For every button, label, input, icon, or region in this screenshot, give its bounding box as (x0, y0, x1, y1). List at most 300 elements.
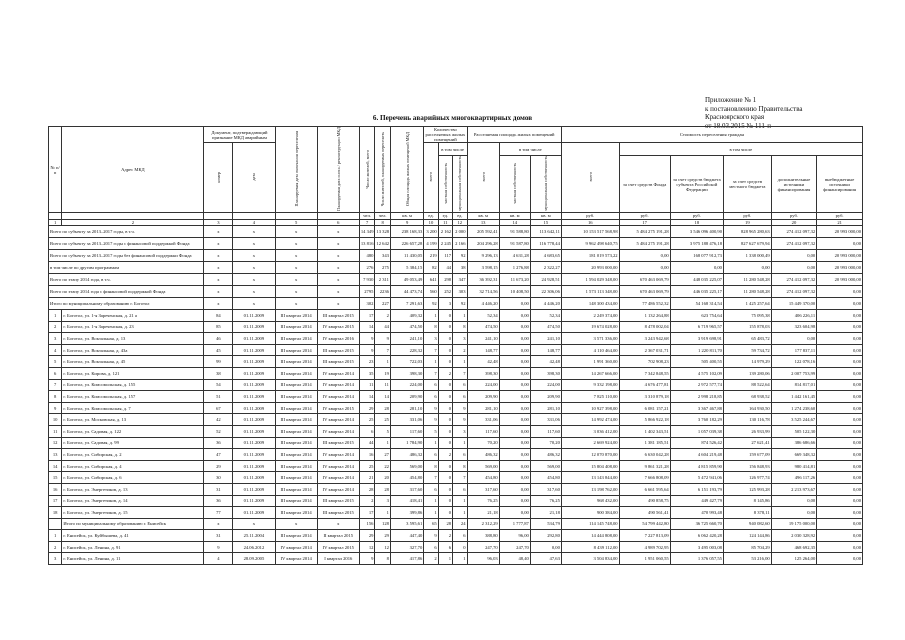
table-cell: 1 777,87 (499, 518, 530, 530)
column-number: 14 (499, 219, 530, 226)
col-rooms-private-header: частная собственность (442, 163, 448, 204)
table-cell: III квартал 2014 (275, 402, 317, 414)
table-cell: 4 575 102,09 (670, 367, 723, 379)
col-area-resettle-header: Расселяемая площадь жилых помещений (467, 127, 561, 143)
table-cell: 252 (438, 286, 452, 298)
table-cell: 13 328 (375, 226, 391, 238)
table-cell: 54 168 314,54 (670, 298, 723, 310)
unit-cell: руб. (817, 213, 863, 220)
table-cell: 0,00 (499, 472, 530, 484)
table-cell: 480 (359, 250, 375, 262)
table-cell: 96,00 (499, 530, 530, 542)
table-cell: 2 322,27 (530, 262, 561, 274)
table-cell: 44 473,74 (390, 286, 423, 298)
table-cell: 15 804 408,00 (561, 460, 619, 472)
row-address: г. Боготол, ул. Московская, д. 13 (62, 414, 204, 426)
table-cell: 01.11.2009 (233, 425, 275, 437)
column-number: 8 (375, 219, 391, 226)
table-cell: x (317, 286, 359, 298)
table-cell: 21,18 (530, 507, 561, 519)
row-address: г. Боготол, ул. Сибирская, д. 2 (62, 449, 204, 461)
table-cell: 9 962 498 640,75 (561, 238, 619, 250)
table-cell: 25 (359, 460, 375, 472)
row-number: 3 (49, 333, 62, 345)
table-cell: 0,00 (817, 449, 863, 461)
table-row (49, 472, 863, 484)
table-cell: 32 714,56 (467, 286, 499, 298)
table-cell: III квартал 2014 (275, 367, 317, 379)
table-cell: 9 (453, 414, 467, 426)
table-cell: 36 (204, 495, 233, 507)
table-cell: 0,00 (817, 518, 863, 530)
table-cell: 76,25 (467, 495, 499, 507)
table-cell: 31 (204, 530, 233, 542)
table-cell: 1 (453, 507, 467, 519)
column-number: 17 (619, 219, 670, 226)
table-cell: 3 595,61 (390, 518, 423, 530)
col-cost-header: Стоимость переселения граждан (561, 127, 862, 143)
table-cell: 47,63 (530, 553, 561, 565)
table-cell: 01.11.2009 (233, 449, 275, 461)
table-cell: 21,18 (467, 507, 499, 519)
column-number: 12 (453, 219, 467, 226)
table-cell: 702 908,23 (619, 356, 670, 368)
table-cell: 490 858,75 (619, 495, 670, 507)
table-cell: 12 642 (375, 238, 391, 250)
table-cell: 125 264,00 (771, 553, 817, 565)
table-row (49, 414, 863, 426)
table-cell: 4 604 219,48 (670, 449, 723, 461)
column-number: 10 (424, 219, 438, 226)
table-cell: 2 (438, 367, 452, 379)
table-cell: 42 (204, 414, 233, 426)
table-row (49, 356, 863, 368)
table-cell: 9 (453, 402, 467, 414)
table-cell: IV квартал 2014 (275, 541, 317, 553)
table-cell: 940 082,60 (723, 518, 771, 530)
table-cell: 0,00 (771, 262, 817, 274)
table-cell: 0,00 (499, 321, 530, 333)
table-cell: 53 216,00 (723, 553, 771, 565)
table-cell: 1 (453, 495, 467, 507)
table-cell: 228,32 (390, 344, 423, 356)
table-cell: 01.11.2009 (233, 333, 275, 345)
table-cell: 534,79 (530, 518, 561, 530)
table-cell: x (233, 286, 275, 298)
table-cell: 0 (438, 333, 452, 345)
table-cell: 91 588,80 (499, 226, 530, 238)
table-cell: IV квартал 2014 (317, 449, 359, 461)
table-cell: 128 (375, 518, 391, 530)
table-cell: 0 (438, 483, 452, 495)
summary-row (49, 250, 863, 262)
table-cell: x (275, 286, 317, 298)
table-cell: 7 (453, 367, 467, 379)
row-number: 17 (49, 495, 62, 507)
table-cell: 224,00 (530, 379, 561, 391)
table-cell: 7 (453, 472, 467, 484)
table-cell: 0 (438, 460, 452, 472)
row-address: г. Боготол, ул. Вокзальная, д. 13 (62, 333, 204, 345)
table-cell: 3 036 412,00 (561, 425, 619, 437)
table-cell: IV квартал 2014 (317, 391, 359, 403)
col-area-total2-header: всего (480, 172, 486, 182)
table-cell: 409,32 (390, 310, 423, 322)
row-number: 14 (49, 460, 62, 472)
table-cell: 148,77 (467, 344, 499, 356)
table-cell: 1 442 161,45 (771, 391, 817, 403)
table-cell: 406 226,11 (771, 310, 817, 322)
table-cell: 46 (204, 333, 233, 345)
table-cell: 2 367 031,71 (619, 344, 670, 356)
table-cell: 14 992 474,00 (561, 414, 619, 426)
table-cell: 92 (424, 298, 438, 310)
unit-cell: ед. (453, 213, 467, 220)
table-cell: 11 (359, 379, 375, 391)
row-number: 9 (49, 402, 62, 414)
table-cell: 2 (359, 495, 375, 507)
table-cell: 0,00 (817, 425, 863, 437)
table-cell: 219 (424, 250, 438, 262)
table-cell: 276 (359, 262, 375, 274)
table-cell: 11 430,05 (390, 250, 423, 262)
table-cell: 8 (375, 553, 391, 565)
table-cell: 486,32 (390, 449, 423, 461)
table-cell: 209,90 (467, 391, 499, 403)
table-cell: 9 332 198,00 (561, 379, 619, 391)
row-address: г. Енисейск, ул. Ленина, д. 91 (62, 541, 204, 553)
summary-label: Всего по этапу 2014 года, в т.ч. (49, 274, 204, 286)
table-cell: 6 (424, 379, 438, 391)
table-cell: 1 (453, 553, 467, 565)
table-row (49, 367, 863, 379)
table-cell: 17 (359, 310, 375, 322)
table-cell: 6 (424, 541, 438, 553)
table-cell: IV квартал 2015 (317, 321, 359, 333)
table-cell: IV квартал 2014 (275, 553, 317, 565)
table-cell: 0,00 (817, 344, 863, 356)
table-cell: 0 (438, 310, 452, 322)
table-cell: 77 (204, 507, 233, 519)
table-cell: 0 (438, 507, 452, 519)
table-cell: 968 432,00 (561, 495, 619, 507)
table-cell: 454,80 (530, 472, 561, 484)
row-number: 2 (49, 541, 62, 553)
table-cell: 116 778,44 (530, 238, 561, 250)
table-cell: 1 784,90 (390, 437, 423, 449)
table-cell: III квартал 2014 (275, 483, 317, 495)
table-cell: III квартал 2015 (317, 344, 359, 356)
table-cell: 560 (424, 286, 438, 298)
table-cell: 117,60 (467, 425, 499, 437)
table-cell: 317,60 (467, 483, 499, 495)
table-cell: 0,00 (499, 507, 530, 519)
table-cell: 418,41 (390, 495, 423, 507)
col-address-header: Адрес МКД (62, 127, 204, 213)
table-row (49, 425, 863, 437)
table-cell: 241,10 (467, 333, 499, 345)
col-cost-overrun-header: внебюджетные источники финансирования (817, 156, 863, 213)
table-cell: 1 (438, 553, 452, 565)
table-cell: 0 (453, 541, 467, 553)
table-cell: 0,00 (499, 414, 530, 426)
table-cell: 0,00 (817, 437, 863, 449)
table-cell: 331,06 (390, 414, 423, 426)
column-number: 1 (49, 219, 62, 226)
col-doc-header: Документ, подтверждающий признание МКД аварийным (204, 127, 275, 143)
table-cell: 281,10 (530, 402, 561, 414)
unit-cell: ед. (424, 213, 438, 220)
col-plan-demol-header: Планируемая дата сноса / реконструкции МКД (335, 127, 341, 211)
table-cell: 2 (453, 344, 467, 356)
table-cell: 449 427,79 (670, 495, 723, 507)
table-cell: 0,00 (499, 460, 530, 472)
table-cell: 24.06.2012 (233, 541, 275, 553)
table-cell: 204 296,28 (467, 238, 499, 250)
table-cell: 38 (453, 262, 467, 274)
table-cell: 6 (424, 391, 438, 403)
table-cell: 347 (453, 274, 467, 286)
row-number: 8 (49, 391, 62, 403)
table-cell: 0,00 (499, 449, 530, 461)
table-cell: x (204, 238, 233, 250)
row-number: 2 (49, 321, 62, 333)
table-cell: III квартал 2014 (275, 460, 317, 472)
table-cell: x (233, 226, 275, 238)
row-address: г. Енисейск, ул. Куйбышева, д. 41 (62, 530, 204, 542)
table-row (49, 321, 863, 333)
table-cell: x (204, 298, 233, 310)
table-cell: 1 951 060,55 (619, 553, 670, 565)
table-cell: 0,00 (817, 530, 863, 542)
table-cell: IV квартал 2016 (317, 333, 359, 345)
table-cell: 0,00 (817, 310, 863, 322)
table-cell: 1 (375, 437, 391, 449)
table-cell: III квартал 2014 (275, 507, 317, 519)
row-number: 6 (49, 367, 62, 379)
table-cell: 323 604,98 (771, 321, 817, 333)
table-row (49, 495, 863, 507)
table-cell: 3 919 698,91 (670, 333, 723, 345)
table-cell: 1 057 039,38 (670, 425, 723, 437)
table-cell: 139 280,06 (723, 367, 771, 379)
row-address: г. Боготол, ул. Кирова, д. 121 (62, 367, 204, 379)
table-cell: 70,20 (530, 437, 561, 449)
table-cell: III квартал 2014 (275, 333, 317, 345)
table-cell: 247,70 (467, 541, 499, 553)
table-cell: 4 (204, 553, 233, 565)
table-cell: 388,80 (467, 530, 499, 542)
table-cell: 01.11.2009 (233, 379, 275, 391)
table-cell: 28 (375, 483, 391, 495)
table-cell: 8 (453, 460, 467, 472)
table-cell: IV квартал 2014 (317, 367, 359, 379)
table-cell: 274 412 097,32 (771, 226, 817, 238)
col-num-header: № п/п (49, 127, 62, 213)
table-cell: 156 (359, 518, 375, 530)
col-rooms-municipal-header: муниципальная собственность (457, 156, 463, 211)
table-cell: 0 (438, 495, 452, 507)
table-cell: 490 561,41 (619, 507, 670, 519)
table-cell: 6 (424, 449, 438, 461)
column-number: 9 (390, 219, 423, 226)
table-row (49, 333, 863, 345)
table-cell: x (317, 274, 359, 286)
table-cell: 2 162 (438, 226, 452, 238)
table-cell: 155 878,03 (723, 321, 771, 333)
table-cell: III квартал 2014 (275, 310, 317, 322)
table-row (49, 483, 863, 495)
summary-row (49, 518, 863, 530)
table-cell: 874 526,42 (670, 437, 723, 449)
table-cell: 1 (424, 437, 438, 449)
table-cell: III квартал 2014 (275, 472, 317, 484)
table-cell: 5 (375, 425, 391, 437)
table-cell: 2 249 374,00 (561, 310, 619, 322)
table-cell: 01.11.2009 (233, 437, 275, 449)
table-cell: 14 349 (359, 226, 375, 238)
row-address: г. Боготол, ул. 1-я Зареченская, д. 23 (62, 321, 204, 333)
table-cell: 900 384,00 (561, 507, 619, 519)
table-cell: IV квартал 2014 (317, 472, 359, 484)
column-number: 3 (204, 219, 233, 226)
table-cell: 209,90 (530, 391, 561, 403)
table-cell: 5 866 922,18 (619, 414, 670, 426)
table-cell: 3 975 188 476,18 (670, 238, 723, 250)
table-cell: 130 116,78 (723, 414, 771, 426)
col-area-incl-header: в том числе (499, 143, 561, 156)
table-cell: 1 (424, 507, 438, 519)
table-cell: 486,32 (467, 449, 499, 461)
table-cell: 2 (438, 530, 452, 542)
table-cell: 0,00 (499, 298, 530, 310)
col-area-municipal-header: муниципальная собственность (543, 156, 549, 211)
table-cell: 0,00 (817, 286, 863, 298)
table-cell: 6 081 157,21 (619, 402, 670, 414)
table-cell: 11 280 548,28 (723, 274, 771, 286)
table-cell: 0,00 (771, 495, 817, 507)
col-plan-date-header: Планируемая дата окончания переселения (293, 131, 299, 207)
row-address: г. Боготол, ул. Вокзальная, д. 43а (62, 344, 204, 356)
table-cell: 11 (375, 379, 391, 391)
table-cell: 12 (359, 541, 375, 553)
table-cell: 70,20 (467, 437, 499, 449)
table-cell: 01.11.2009 (233, 367, 275, 379)
table-cell: x (317, 250, 359, 262)
table-cell: 0 (438, 402, 452, 414)
table-cell: 75 095,38 (723, 310, 771, 322)
table-cell: 2 245 (438, 238, 452, 250)
table-row (49, 553, 863, 565)
table-cell: 27 621,41 (723, 437, 771, 449)
table-cell: 1 (424, 310, 438, 322)
table-cell: 181 019 573,22 (561, 250, 619, 262)
table-cell: 9 (424, 414, 438, 426)
table-cell: 0 (438, 437, 452, 449)
column-number: 18 (670, 219, 723, 226)
table-cell: 29 (359, 530, 375, 542)
table-cell: 19 175 000,00 (771, 518, 817, 530)
table-cell: 454,80 (390, 472, 423, 484)
table-cell: 2 030 328,92 (771, 530, 817, 542)
table-cell: 29 (375, 530, 391, 542)
table-cell: 4 683,65 (530, 250, 561, 262)
table-cell: 0,00 (817, 402, 863, 414)
row-address: г. Боготол, ул. Энергетиков, д. 13 (62, 483, 204, 495)
table-cell: 84 (204, 310, 233, 322)
table-cell: 398,30 (467, 367, 499, 379)
table-cell: 2 166 (453, 238, 467, 250)
table-cell: x (233, 298, 275, 310)
table-row (49, 541, 863, 553)
table-cell: 3 200 (424, 226, 438, 238)
table-cell: 226 657,28 (390, 238, 423, 250)
table-cell: IV квартал 2014 (317, 425, 359, 437)
table-cell: 2 (438, 449, 452, 461)
row-number: 15 (49, 472, 62, 484)
table-cell: 7 291,63 (390, 298, 423, 310)
row-address: г. Боготол, ул. Сибирская, д. 4 (62, 460, 204, 472)
table-cell: 65 (424, 518, 438, 530)
table-cell: x (317, 238, 359, 250)
table-cell: 31 (204, 483, 233, 495)
table-cell: 36 (204, 437, 233, 449)
table-cell: 14 979,29 (723, 356, 771, 368)
summary-label: Всего по этапу 2014 года с финансовой поддержкой Фонда (49, 286, 204, 298)
table-cell: 9 (375, 333, 391, 345)
table-cell: x (275, 274, 317, 286)
table-cell: 85 704,29 (723, 541, 771, 553)
table-cell: 0,00 (817, 483, 863, 495)
table-cell: 45 (204, 344, 233, 356)
table-cell: 2 (375, 310, 391, 322)
table-cell: 1 594 029 348,00 (561, 274, 619, 286)
table-cell: 224,00 (390, 379, 423, 391)
table-cell: 0,00 (499, 437, 530, 449)
table-cell: 569,00 (467, 460, 499, 472)
table-cell: 281,10 (390, 402, 423, 414)
table-row (49, 449, 863, 461)
unit-cell: ед. (438, 213, 452, 220)
unit-cell: чел. (359, 213, 375, 220)
table-cell: 28.09.2005 (233, 553, 275, 565)
col-rooms-total-header: всего (428, 172, 434, 182)
table-cell: IV квартал 2014 (317, 379, 359, 391)
table-body (49, 226, 863, 565)
table-cell: 14 (359, 321, 375, 333)
table-cell: 7 825 110,00 (561, 391, 619, 403)
summary-label: Итого по муниципальному образованию г. Боготол (49, 298, 204, 310)
table-cell: 1 (424, 356, 438, 368)
table-row (49, 379, 863, 391)
table-cell: 2 007 753,99 (771, 367, 817, 379)
table-cell: 224,00 (467, 379, 499, 391)
table-cell: 386 686,66 (771, 437, 817, 449)
table-cell: 6 (453, 530, 467, 542)
table-cell: 01.11.2009 (233, 460, 275, 472)
col-area-total-header: Общая площадь жилых помещений МКД (404, 132, 410, 206)
table-cell: 2 000 (453, 226, 467, 238)
table-cell: 1 (453, 356, 467, 368)
table-cell: 3 760 182,29 (670, 414, 723, 426)
table-cell: 7 930 (359, 274, 375, 286)
table-cell: 505 400,55 (670, 356, 723, 368)
table-cell: 722,03 (390, 356, 423, 368)
table-cell: 3 571 336,00 (561, 333, 619, 345)
table-cell: 343 (375, 250, 391, 262)
table-cell: x (233, 274, 275, 286)
table-cell: 0,00 (723, 262, 771, 274)
